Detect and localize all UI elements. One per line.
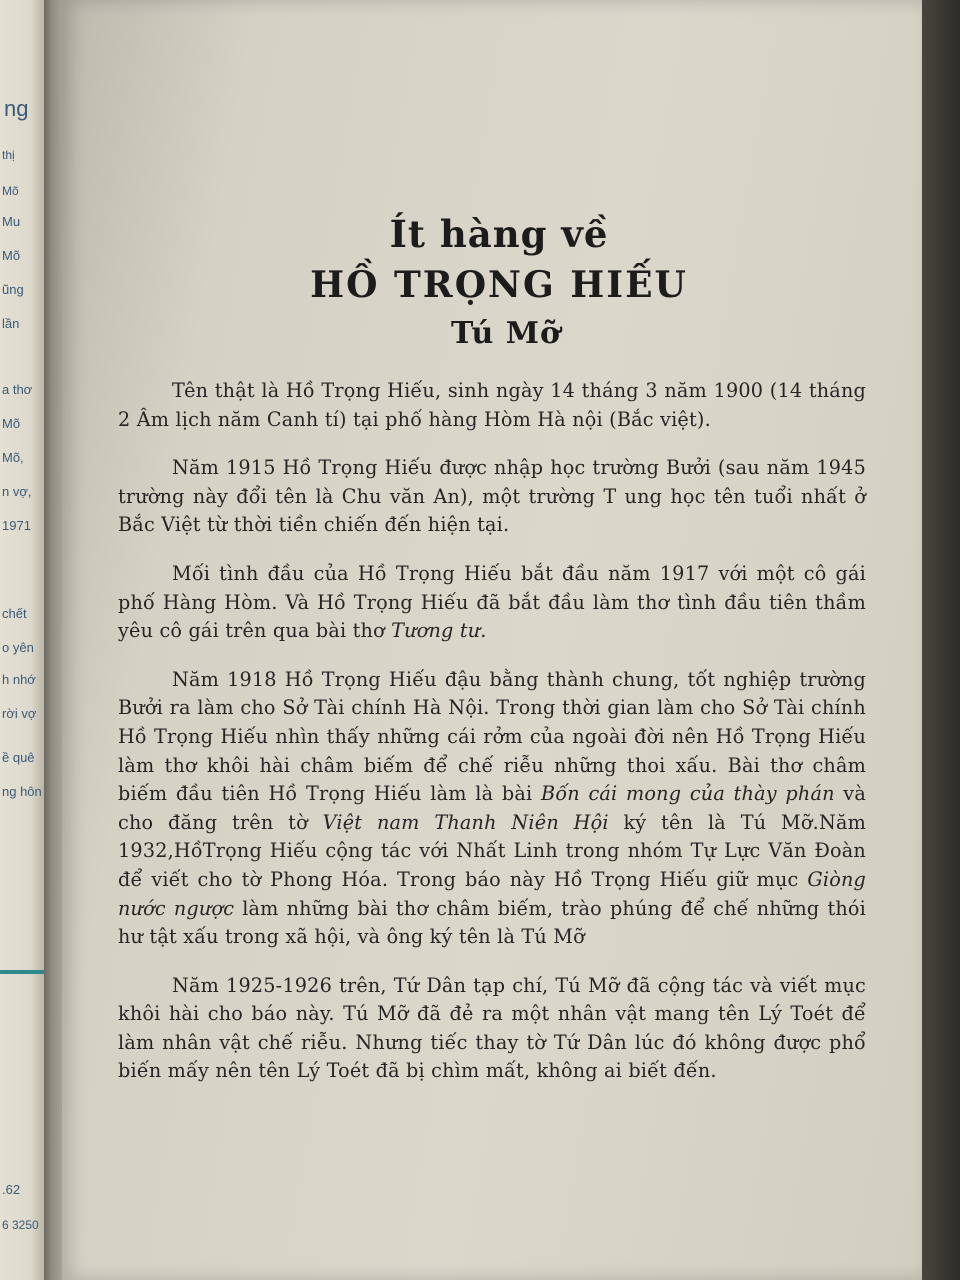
left-page-fragment: Mõ xyxy=(2,248,21,263)
left-page-fragment: ng hôn xyxy=(2,784,42,799)
title-line-3: Tú Mỡ xyxy=(450,316,562,351)
left-page-fragment: .62 xyxy=(2,1182,21,1197)
paragraph-3-end: . xyxy=(480,619,487,643)
left-page-fragment: 6 3250 xyxy=(2,1218,39,1232)
book-spine xyxy=(44,0,64,1280)
left-page-fragment: Mu xyxy=(2,214,21,229)
left-page-fragment: h nhớ xyxy=(2,672,36,687)
paragraph-4 xyxy=(118,666,866,952)
left-page-fragment: n vợ, xyxy=(2,484,32,499)
book-page xyxy=(62,0,922,1280)
paragraph-4-text-1: Năm 1918 Hồ Trọng Hiếu đậu bằng thành chung, tốt nghiệp trường Bưởi ra làm cho Sở Tài chính Hà Nội. Trong thời gian làm cho Sở Tài chính Hồ Trọng Hiếu nhìn thấy những cái rởm của ngoài đời nên Hồ Trọng Hiếu làm thơ khôi hài châm biếm để chế riễu những thoi xấu. Bài thơ châm biếm đầu tiên Hồ Trọng Hiếu làm là bài xyxy=(118,667,866,806)
column-title: Giòng nước ngược xyxy=(118,867,866,920)
paragraph-4-text-2: và cho đăng trên tờ xyxy=(118,782,866,834)
left-page-fragment: 1971 xyxy=(2,518,31,533)
left-page-fragment: chết xyxy=(2,606,27,621)
paragraph-5: Năm 1925-1926 trên, Tứ Dân tạp chí, Tú Mỡ đã cộng tác và viết mục khôi hài cho báo này. Tú Mỡ đã đẻ ra một nhân vật mang tên Lý Toét để làm nhân vật chế riễu. Nhưng tiếc thay tờ Tứ Dân lúc đó không được phổ biến mấy nên tên Lý Toét đã bị chìm mất, không ai biết đến. xyxy=(118,973,866,1083)
left-page-fragment: Mõ xyxy=(2,416,21,431)
title-line-1: Ít hàng về xyxy=(389,212,609,256)
paragraph-4-text-3: ký tên là Tú Mỡ.Năm 1932,HồTrọng Hiếu cộng tác với Nhất Linh trong nhóm Tự Lực Văn Đoàn để viết cho tờ Phong Hóa. Trong báo này Hồ Trọng Hiếu giữ mục xyxy=(118,810,866,891)
article-body xyxy=(118,377,866,1106)
background-surface xyxy=(918,0,960,1280)
title-line-2: HỒ TRỌNG HIẾU xyxy=(310,264,688,306)
adjacent-page xyxy=(0,0,44,1280)
teal-rule xyxy=(0,970,44,974)
paragraph-3 xyxy=(118,560,866,646)
left-page-fragment: Mõ xyxy=(2,184,19,198)
paragraph-1: Tên thật là Hồ Trọng Hiếu, sinh ngày 14 tháng 3 năm 1900 (14 tháng 2 Âm lịch năm Canh tí) tại phố hàng Hòm Hà nội (Bắc việt). xyxy=(118,379,866,431)
title-block xyxy=(62,212,922,351)
newspaper-title: Việt nam Thanh Niên Hội xyxy=(322,810,609,834)
paragraph-4-text-4: làm những bài thơ châm biếm, trào phúng để chế những thói hư tật xấu trong xã hội, và ông ký tên là Tú Mỡ xyxy=(118,896,866,949)
left-page-fragment: Mõ, xyxy=(2,450,24,465)
paragraph-3-text: Mối tình đầu của Hồ Trọng Hiếu bắt đầu năm 1917 với một cô gái phố Hàng Hòm. Và Hồ Trọng Hiếu đã bắt đầu làm thơ tình đầu tiên thầm yêu cô gái trên qua bài thơ xyxy=(118,561,866,643)
left-page-fragment: rời vợ xyxy=(2,706,37,721)
left-page-fragment: ng xyxy=(4,96,29,121)
left-page-fragment: o yên xyxy=(2,640,34,655)
left-page-fragment: ũng xyxy=(2,282,24,297)
paragraph-2: Năm 1915 Hồ Trọng Hiếu được nhập học trường Bưởi (sau năm 1945 trường này đổi tên là Chu văn An), một trường T ung học tên tuổi nhất ở Bắc Việt từ thời tiền chiến đến hiện tại. xyxy=(118,456,866,537)
poem-title: Bốn cái mong của thày phán xyxy=(541,782,835,806)
poem-title: Tương tư xyxy=(391,619,481,643)
left-page-fragment: thị xyxy=(2,148,15,162)
left-page-fragment: a thơ xyxy=(2,382,33,397)
left-page-fragment: lần xyxy=(2,316,20,331)
left-page-fragment: ề quê xyxy=(2,750,35,765)
